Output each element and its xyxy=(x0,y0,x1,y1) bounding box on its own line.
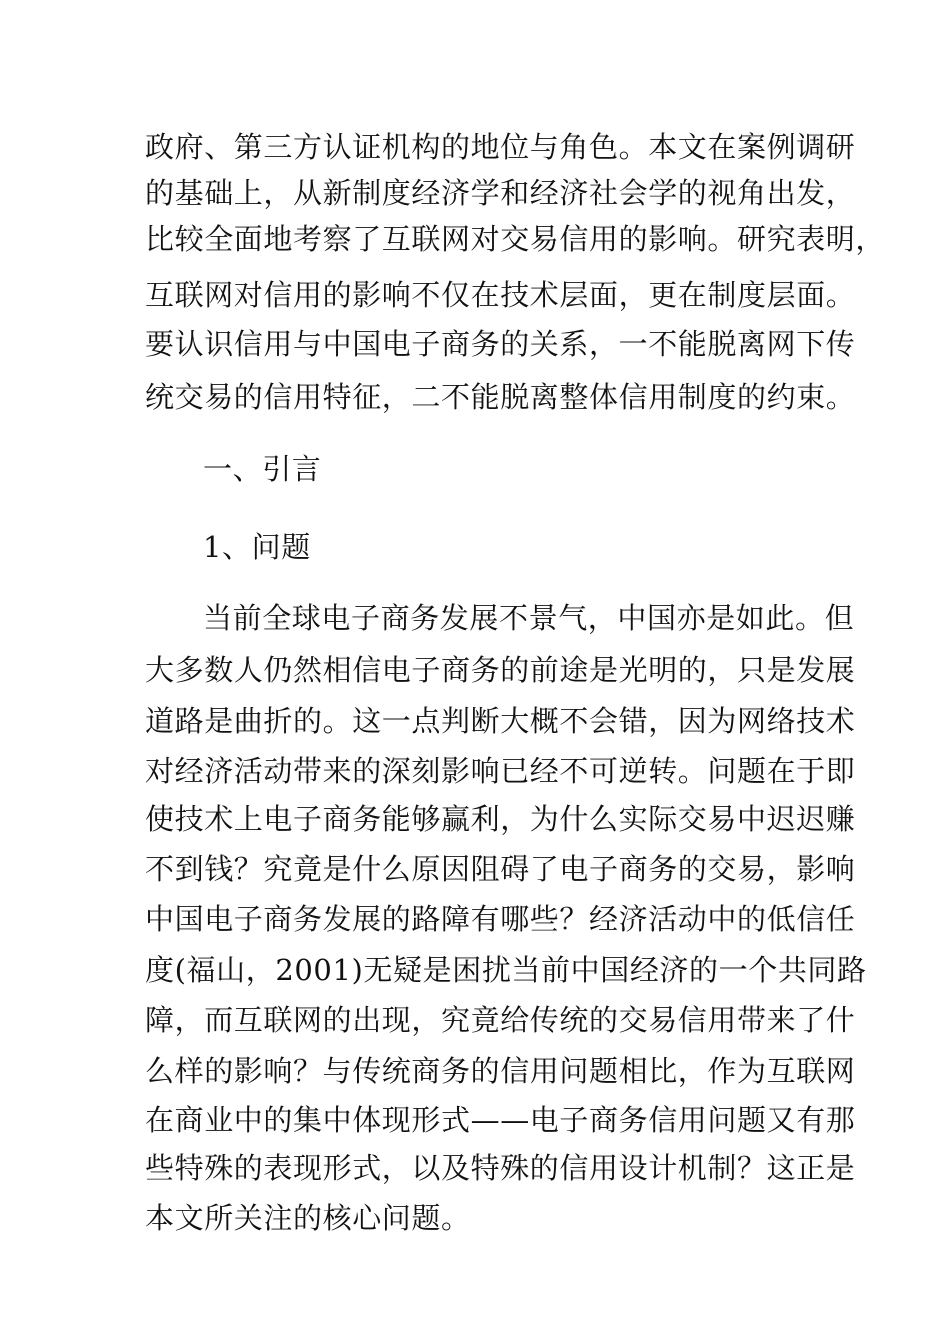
paragraph-line: 本文所关注的核心问题。 xyxy=(145,1201,471,1235)
paragraph-line: 中国电子商务发展的路障有哪些？经济活动中的低信任 xyxy=(145,902,856,936)
paragraph-line: 使技术上电子商务能够赢利，为什么实际交易中迟迟赚 xyxy=(145,802,856,836)
subsection-heading: 1、问题 xyxy=(203,530,311,564)
paragraph-line: 在商业中的集中体现形式——电子商务信用问题又有那 xyxy=(145,1103,856,1137)
section-heading: 一、引言 xyxy=(203,452,322,486)
text-line: 要认识信用与中国电子商务的关系，一不能脱离网下传 xyxy=(145,327,856,361)
paragraph-line: 不到钱？究竟是什么原因阻碍了电子商务的交易，影响 xyxy=(145,852,856,886)
paragraph-line: 么样的影响？与传统商务的信用问题相比，作为互联网 xyxy=(145,1054,856,1088)
paragraph-line: 当前全球电子商务发展不景气，中国亦是如此。但 xyxy=(203,601,855,635)
paragraph-line: 道路是曲折的。这一点判断大概不会错，因为网络技术 xyxy=(145,704,856,738)
paragraph-line: 些特殊的表现形式，以及特殊的信用设计机制？这正是 xyxy=(145,1151,856,1185)
paragraph-line: 大多数人仍然相信电子商务的前途是光明的，只是发展 xyxy=(145,653,856,687)
text-line: 统交易的信用特征，二不能脱离整体信用制度的约束。 xyxy=(145,380,856,414)
text-line: 的基础上，从新制度经济学和经济社会学的视角出发， xyxy=(145,176,856,210)
text-line: 政府、第三方认证机构的地位与角色。本文在案例调研 xyxy=(145,130,856,164)
paragraph-line: 度(福山，2001)无疑是困扰当前中国经济的一个共同路 xyxy=(145,953,867,987)
paragraph-line: 对经济活动带来的深刻影响已经不可逆转。问题在于即 xyxy=(145,754,856,788)
text-line: 比较全面地考察了互联网对交易信用的影响。研究表明， xyxy=(145,222,886,256)
text-line: 互联网对信用的影响不仅在技术层面，更在制度层面。 xyxy=(145,278,856,312)
paragraph-line: 障，而互联网的出现，究竟给传统的交易信用带来了什 xyxy=(145,1003,856,1037)
